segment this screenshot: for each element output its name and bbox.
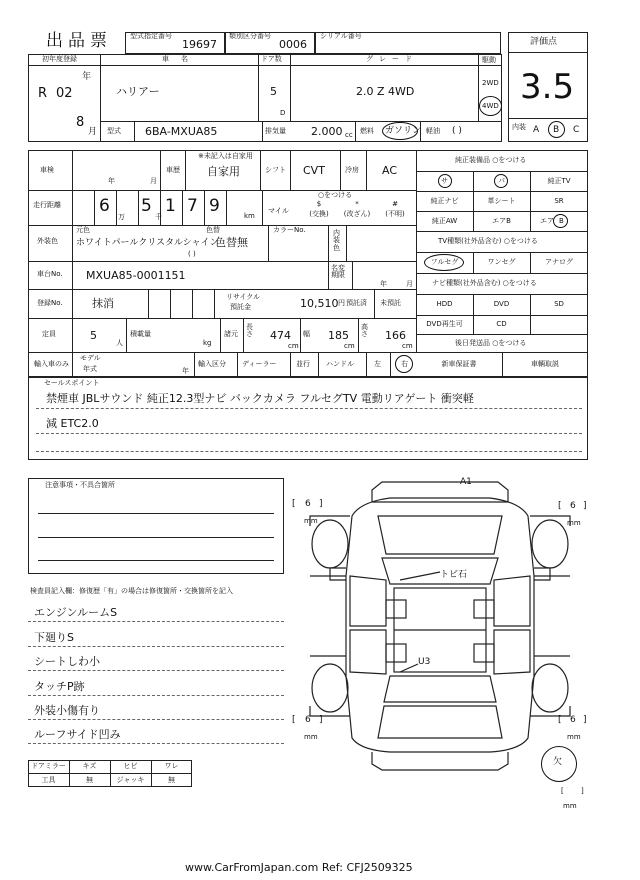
tv-fullseg: フルセグ	[430, 258, 459, 266]
first-reg-year: 02	[56, 86, 73, 101]
color-change-paren: ( )	[188, 250, 196, 258]
first-reg-label: 初年度登録	[42, 55, 77, 63]
navi-cd: CD	[496, 320, 507, 328]
category-value: 0006	[279, 38, 307, 51]
serial-label: シリアル番号	[320, 32, 362, 40]
inspection-item-6: ルーフサイド凹み	[34, 728, 121, 741]
door-suffix: D	[280, 109, 286, 117]
spare-bracket-close: ]	[581, 787, 584, 795]
tire-rr-value: 6	[570, 715, 576, 725]
mileage-sen: 千	[155, 213, 162, 221]
length-label: 長さ	[246, 323, 253, 339]
equip-r2-c2: 革シート	[487, 197, 516, 205]
equip-r1-c3: 純正TV	[547, 177, 571, 185]
type-label: 型式	[107, 127, 121, 135]
car-damage-diagram	[290, 476, 590, 776]
usage-value: 自家用	[207, 165, 240, 178]
inspection-item-3: シートしわ小	[34, 655, 100, 668]
color-orig-label: 元色	[76, 226, 90, 234]
drive-4wd: 4WD	[482, 102, 499, 110]
equip-r3-c1: 純正AW	[431, 217, 458, 225]
equip-r2-c1: 純正ナビ	[430, 197, 459, 205]
cooler-value: AC	[382, 164, 398, 177]
recycle-label-2: 預託金	[230, 303, 251, 311]
usage-label: 車歴	[166, 166, 180, 174]
spare-tire-missing: 欠	[553, 757, 563, 767]
color-change-value: 色替無	[215, 236, 248, 249]
tire-fl-bracket-close: ]	[319, 499, 323, 509]
miles-label: マイル	[268, 207, 289, 215]
usage-note: ※未記入は自家用	[198, 152, 253, 160]
score-label: 評価点	[530, 37, 558, 47]
exchange-label: (交換)	[309, 210, 329, 218]
year-unit: 年	[82, 72, 92, 82]
handle-label: ハンドル	[326, 360, 354, 368]
tv-type-label: TV種類(社外品含む) ○をつける	[438, 237, 538, 245]
navi-hdd: HDD	[436, 300, 453, 308]
name-change-month: 月	[406, 280, 413, 288]
tire-fr-value: 6	[570, 501, 576, 511]
chassis-label: 車台No.	[37, 270, 63, 278]
name-change-label: 名変期限	[331, 264, 345, 280]
color-change-label: 色替	[206, 226, 220, 234]
handle-left: 左	[374, 360, 381, 368]
mileage-man: 万	[118, 213, 125, 221]
tv-oneseg: ワンセグ	[487, 258, 516, 266]
name-label: 車名	[162, 55, 200, 63]
displacement-label: 排気量	[265, 127, 286, 135]
grade-label: グレード	[366, 55, 418, 63]
equip-r2-c3: SR	[554, 197, 564, 205]
inspection-label: 車検	[40, 166, 54, 174]
footer-ref: www.CarFromJapan.com Ref: CFJ2509325	[185, 861, 413, 874]
sheet-title: 出品票	[46, 31, 112, 51]
mileage-digit-4: 7	[187, 196, 198, 216]
color-no-label: カラーNo.	[273, 226, 306, 234]
month-unit: 月	[88, 127, 98, 137]
tools-header-2: キズ	[82, 762, 97, 770]
inspection-year-unit: 年	[108, 177, 115, 185]
reg-label: 登録No.	[37, 299, 63, 307]
inspection-month-unit: 月	[150, 177, 157, 185]
import-cat-label: 輸入区分	[198, 360, 226, 368]
model-cert-value: 19697	[182, 38, 217, 51]
capacity-unit: 人	[116, 339, 123, 347]
interior-b-circle	[548, 121, 565, 138]
sales-point-label: セールスポイント	[44, 379, 100, 387]
recycle-unit: 円	[338, 299, 345, 307]
interior-label: 内装	[512, 123, 526, 131]
spare-tire-unit: mm	[563, 802, 577, 810]
tamper-symbol: *	[355, 200, 359, 208]
equip-r1-c1-circle	[438, 174, 452, 188]
drive-2wd: 2WD	[482, 79, 499, 87]
capacity-label: 定員	[42, 330, 56, 338]
interior-color-label: 内装色	[333, 229, 340, 252]
tire-fr-bracket-close: ]	[583, 501, 587, 511]
recycle-unpaid: 未預託	[380, 299, 401, 307]
equip-r1-c1: サ	[441, 177, 448, 185]
displacement-value: 2.000	[311, 125, 343, 138]
tire-rr-unit: mm	[567, 733, 581, 741]
unknown-label: (不明)	[385, 210, 405, 218]
sales-point-line-2: 減 ETC2.0	[46, 417, 99, 430]
equip-r1-c2-circle	[494, 174, 508, 188]
light-oil-label: 軽油	[426, 127, 440, 135]
notes-label: 注意事項・不具合箇所	[45, 481, 115, 489]
type-value: 6BA-MXUA85	[145, 125, 218, 138]
name-change-year: 年	[380, 280, 387, 288]
tire-fl-value: 6	[305, 499, 311, 509]
mileage-circle-hint: ○をつける	[318, 191, 353, 199]
dealer-option: ディーラー	[242, 360, 277, 368]
recycle-paid: 預託済	[346, 299, 367, 307]
load-label: 積載量	[130, 330, 151, 338]
oem-equipment-label: 純正装備品 ○をつける	[455, 156, 527, 164]
doors-value: 5	[270, 85, 277, 98]
equip-r3-c3-circle	[553, 214, 568, 228]
navi-dvd-play: DVD再生可	[426, 320, 463, 328]
unknown-symbol: #	[392, 200, 398, 208]
cooler-label: 冷房	[345, 166, 359, 174]
tire-fl-bracket: [	[292, 499, 296, 509]
damage-tobi: トビ石	[440, 570, 468, 580]
drive-label: 駆動	[482, 56, 496, 64]
first-reg-era: R	[38, 86, 48, 101]
height-value: 166	[385, 329, 406, 342]
mileage-digit-5: 9	[209, 196, 220, 216]
navi-sd: SD	[554, 300, 564, 308]
fuel-circle	[382, 122, 418, 140]
tire-fr-bracket: [	[558, 501, 562, 511]
color-value: ホワイトパールクリスタルシャイン	[76, 238, 219, 248]
shift-value: CVT	[303, 164, 325, 177]
interior-b: B	[553, 125, 560, 135]
import-label: 輸入車のみ	[34, 360, 69, 368]
inspection-item-4: タッチP跡	[34, 680, 85, 693]
fuel-value: ガソリン	[385, 126, 422, 136]
doors-label: ドア数	[261, 55, 282, 63]
damage-u3: U3	[418, 657, 431, 667]
shift-label: シフト	[265, 166, 286, 174]
inspection-item-5: 外装小傷有り	[34, 704, 100, 717]
later-manual: 車輌取説	[531, 360, 559, 368]
interior-a: A	[533, 125, 540, 135]
handle-right: 右	[401, 360, 408, 368]
tools-value-3: ジャッキ	[116, 776, 145, 784]
reg-value: 抹消	[92, 297, 114, 310]
later-shipment-label: 後日発送品 ○をつける	[455, 339, 527, 347]
mileage-digit-3: 1	[165, 196, 176, 216]
tire-rl-bracket: [	[292, 715, 296, 725]
parallel-option: 並行	[296, 360, 310, 368]
inspection-item-2: 下廻りS	[34, 631, 74, 644]
model-year-label-1: モデル	[80, 354, 101, 362]
inspection-item-1: エンジンルームS	[34, 606, 118, 619]
navi-type-label: ナビ種類(社外品含む) ○をつける	[432, 279, 537, 287]
tv-fullseg-circle	[424, 254, 464, 271]
later-warranty: 新車保証書	[441, 360, 477, 368]
inspector-label: 検査員記入欄：修復歴「有」の場合は修復箇所・交換箇所を記入	[30, 587, 233, 595]
model-year-label-2: 年式	[83, 365, 97, 373]
width-value: 185	[328, 329, 349, 342]
mileage-label: 走行距離	[33, 201, 61, 209]
tools-value-2: 無	[86, 776, 93, 784]
interior-c: C	[573, 125, 580, 135]
tools-value-4: 無	[168, 776, 175, 784]
recycle-value: 10,510	[300, 297, 339, 310]
spare-bracket-open: [	[561, 787, 564, 795]
tire-fl-unit: mm	[304, 517, 318, 525]
light-oil-paren: ( )	[452, 126, 462, 136]
length-unit: cm	[288, 342, 299, 350]
damage-a1: A1	[460, 477, 472, 487]
color-label: 外装色	[37, 237, 58, 245]
exchange-symbol: $	[316, 200, 322, 208]
tire-rr-bracket: [	[558, 715, 562, 725]
dims-label: 諸元	[224, 330, 238, 338]
equip-r3-c3: B	[559, 217, 564, 225]
drive-4wd-circle	[479, 96, 502, 116]
displacement-unit: cc	[345, 131, 353, 139]
first-reg-month: 8	[76, 115, 85, 130]
handle-right-circle	[395, 355, 413, 373]
equip-r3-c2: エアB	[492, 217, 511, 225]
mileage-km: km	[244, 212, 255, 220]
score-value: 3.5	[520, 67, 575, 107]
sales-point-block	[28, 377, 588, 460]
name-value: ハリアー	[116, 85, 160, 98]
height-label: 高さ	[361, 323, 368, 339]
tools-header-4: ワレ	[164, 762, 179, 770]
recycle-label-1: リサイクル	[226, 293, 261, 301]
tire-rl-value: 6	[305, 715, 311, 725]
grade-value: 2.0 Z 4WD	[356, 85, 415, 98]
tv-analog: アナログ	[545, 258, 573, 266]
tire-rl-bracket-close: ]	[319, 715, 323, 725]
chassis-value: MXUA85-0001151	[86, 269, 186, 282]
mileage-digit-1: 6	[99, 196, 110, 216]
width-label: 幅	[303, 330, 310, 338]
tools-header-1: ドアミラー	[31, 762, 66, 770]
tamper-label: (改ざん)	[343, 210, 371, 218]
model-year-unit: 年	[182, 367, 189, 375]
width-unit: cm	[344, 342, 355, 350]
category-label: 類別区分番号	[229, 32, 271, 40]
model-cert-label: 型式指定番号	[130, 32, 172, 40]
length-value: 474	[270, 329, 291, 342]
tire-rr-bracket-close: ]	[583, 715, 587, 725]
tools-value-1: 工具	[41, 776, 56, 784]
equip-r3-c3-prefix: エア	[540, 217, 554, 225]
capacity-value: 5	[90, 329, 97, 342]
equip-r1-c2: パ	[498, 177, 505, 185]
load-unit: kg	[203, 339, 212, 347]
tools-header-3: ヒビ	[123, 762, 138, 770]
mileage-digit-2: 5	[141, 196, 152, 216]
tire-rl-unit: mm	[304, 733, 318, 741]
sales-point-line-1: 禁煙車 JBLサウンド 純正12.3型ナビ バックカメラ フルセグTV 電動リアゲート 衝突軽	[46, 392, 474, 405]
fuel-label: 燃料	[360, 127, 374, 135]
height-unit: cm	[402, 342, 413, 350]
navi-dvd: DVD	[493, 300, 510, 308]
tire-fr-unit: mm	[567, 519, 581, 527]
